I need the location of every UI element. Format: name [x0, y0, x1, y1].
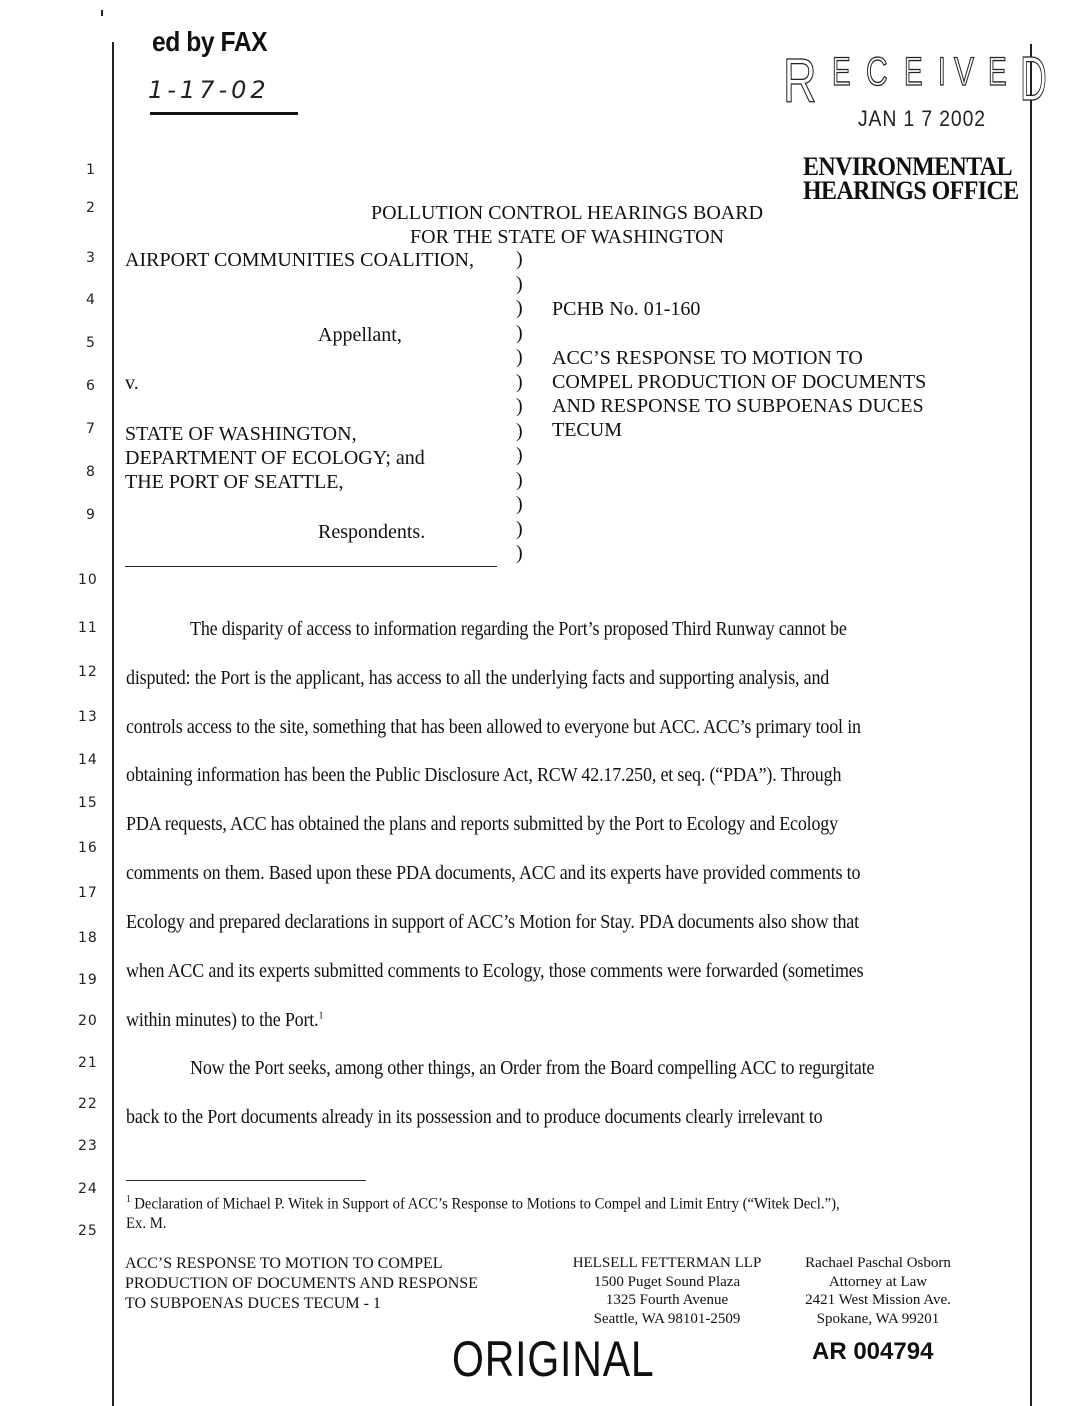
- caption-paren: ): [516, 469, 523, 491]
- respondent-role: Respondents.: [318, 521, 426, 543]
- fax-date-underline: [150, 112, 298, 115]
- body-line: The disparity of access to information regarding the Port’s proposed Third Runway cannot be: [190, 618, 847, 640]
- stamp-office-line2: HEARINGS OFFICE: [803, 176, 1019, 205]
- line-number: 6: [86, 378, 96, 394]
- line-number: 17: [78, 885, 98, 901]
- line-number: 4: [86, 292, 96, 308]
- document-title-line4: TECUM: [552, 419, 622, 441]
- body-line: obtaining information has been the Public Disclosure Act, RCW 42.17.250, et seq. (“PDA”). Through: [126, 764, 842, 786]
- line-number: 18: [78, 930, 98, 946]
- caption-underline: [125, 566, 497, 567]
- body-line: when ACC and its experts submitted comments to Ecology, those comments were forwarded (sometimes: [126, 960, 864, 982]
- stamp-letter-i: I: [938, 50, 946, 94]
- document-title-line2: COMPEL PRODUCTION OF DOCUMENTS: [552, 371, 927, 393]
- original-stamp: ORIGINAL: [452, 1331, 655, 1387]
- fax-date: 1-17-02: [148, 76, 270, 104]
- footnote-marker: 1: [126, 1194, 131, 1205]
- stamp-letter-r: R: [783, 47, 817, 116]
- scan-speck: [101, 10, 103, 16]
- footer-attorney-block: [778, 1254, 978, 1328]
- stamp-office-line1: ENVIRONMENTAL: [803, 152, 1013, 181]
- versus: v.: [125, 372, 139, 394]
- caption-paren: ): [516, 273, 523, 295]
- document-title-line1: ACC’S RESPONSE TO MOTION TO: [552, 347, 863, 369]
- caption-paren: ): [516, 395, 523, 417]
- caption-paren: ): [516, 297, 523, 319]
- firm-address3: Seattle, WA 98101-2509: [593, 1310, 741, 1327]
- caption-paren: ): [516, 542, 523, 564]
- line-number: 12: [78, 664, 98, 680]
- line-number: 9: [86, 507, 96, 523]
- document-title-line3: AND RESPONSE TO SUBPOENAS DUCES: [552, 395, 924, 417]
- body-line: PDA requests, ACC has obtained the plans and reports submitted by the Port to Ecology and Ecology: [126, 813, 838, 835]
- stamp-letter-e3: E: [988, 50, 1007, 94]
- case-number: PCHB No. 01-160: [552, 298, 701, 320]
- line-number: 25: [78, 1223, 98, 1239]
- firm-address2: 1325 Fourth Avenue: [605, 1292, 729, 1308]
- line-number: 7: [86, 421, 96, 437]
- line-number: 24: [78, 1181, 98, 1197]
- stamp-letter-e: E: [832, 50, 851, 94]
- stamp-letter-c: C: [866, 50, 888, 94]
- footer-title-line2: PRODUCTION OF DOCUMENTS AND RESPONSE: [125, 1275, 478, 1292]
- line-number: 3: [86, 250, 96, 266]
- body-line: Now the Port seeks, among other things, an Order from the Board compelling ACC to regurgitate: [190, 1057, 875, 1079]
- body-line: within minutes) to the Port.$^1$: [126, 1009, 324, 1031]
- court-heading: [300, 201, 834, 249]
- stamp-letter-e2: E: [904, 50, 923, 94]
- fax-text: ed by FAX: [152, 26, 268, 57]
- bates-number: AR 004794: [812, 1338, 934, 1365]
- body-line: back to the Port documents already in its possession and to produce documents clearly irrelevant to: [126, 1106, 823, 1128]
- attorney-address2: Spokane, WA 99201: [816, 1310, 940, 1327]
- attorney-name: Rachael Paschal Osborn: [805, 1255, 951, 1271]
- line-number: 21: [78, 1055, 98, 1071]
- line-number: 23: [78, 1138, 98, 1154]
- line-number: 8: [86, 464, 96, 480]
- body-line: disputed: the Port is the applicant, has access to all the underlying facts and supporting analysis, and: [126, 667, 830, 689]
- line-number: 5: [86, 335, 96, 351]
- caption-paren: ): [516, 346, 523, 368]
- respondent-line3: THE PORT OF SEATTLE,: [125, 471, 344, 493]
- line-number: 19: [78, 972, 98, 988]
- line-number: 13: [78, 709, 98, 725]
- stamp-letter-v: V: [954, 50, 975, 94]
- footer-title-line1: ACC’S RESPONSE TO MOTION TO COMPEL: [125, 1255, 443, 1272]
- footnote-text: Declaration of Michael P. Witek in Support of ACC’s Response to Motions to Compel and Limit Entry (“Witek Decl.”),: [134, 1195, 840, 1213]
- footnote-separator: [126, 1180, 366, 1181]
- right-margin-line: [1030, 44, 1032, 1406]
- firm-address1: 1500 Puget Sound Plaza: [593, 1273, 741, 1290]
- line-number: 2: [86, 200, 96, 216]
- footer-doc-title: [125, 1254, 478, 1314]
- attorney-title: Attorney at Law: [828, 1273, 928, 1290]
- appellant-name: AIRPORT COMMUNITIES COALITION,: [125, 249, 474, 271]
- attorney-address1: 2421 West Mission Ave.: [805, 1292, 951, 1308]
- fax-header: [152, 26, 283, 58]
- line-number: 10: [78, 572, 98, 588]
- line-number: 11: [78, 620, 98, 636]
- footnote: [126, 1190, 840, 1234]
- line-number: 1: [86, 162, 96, 178]
- caption-paren: ): [516, 493, 523, 515]
- body-line: Ecology and prepared declarations in support of ACC’s Motion for Stay. PDA documents also show that: [126, 911, 859, 933]
- caption-paren: ): [516, 420, 523, 442]
- caption-paren: ): [516, 444, 523, 466]
- caption-paren: ): [516, 371, 523, 393]
- caption-paren: ): [516, 322, 523, 344]
- footer-firm-block: [552, 1254, 782, 1328]
- respondent-line1: STATE OF WASHINGTON,: [125, 423, 357, 445]
- line-number: 16: [78, 840, 98, 856]
- caption-paren: ): [516, 248, 523, 270]
- respondent-line2: DEPARTMENT OF ECOLOGY; and: [125, 447, 425, 469]
- line-number: 20: [78, 1013, 98, 1029]
- line-number: 22: [78, 1096, 98, 1112]
- court-heading-line2: FOR THE STATE OF WASHINGTON: [410, 226, 724, 248]
- footnote-reference[interactable]: 1: [318, 1009, 324, 1022]
- court-heading-line1: POLLUTION CONTROL HEARINGS BOARD: [370, 202, 764, 224]
- line-number: 14: [78, 752, 98, 768]
- line-number: 15: [78, 795, 98, 811]
- footer-title-line3: TO SUBPOENAS DUCES TECUM - 1: [125, 1295, 381, 1312]
- left-margin-line: [112, 42, 114, 1406]
- appellant-role: Appellant,: [318, 324, 402, 346]
- document-title: [552, 346, 926, 442]
- stamp-letter-d: D: [1020, 45, 1047, 114]
- stamp-date: JAN 1 7 2002: [858, 106, 986, 131]
- footnote-text-cont: Ex. M.: [126, 1215, 167, 1233]
- body-line: comments on them. Based upon these PDA documents, ACC and its experts have provided comments to: [126, 862, 861, 884]
- firm-name: HELSELL FETTERMAN LLP: [572, 1255, 762, 1271]
- caption-paren: ): [516, 518, 523, 540]
- body-line: controls access to the site, something that has been allowed to everyone but ACC. ACC’s primary tool in: [126, 716, 861, 738]
